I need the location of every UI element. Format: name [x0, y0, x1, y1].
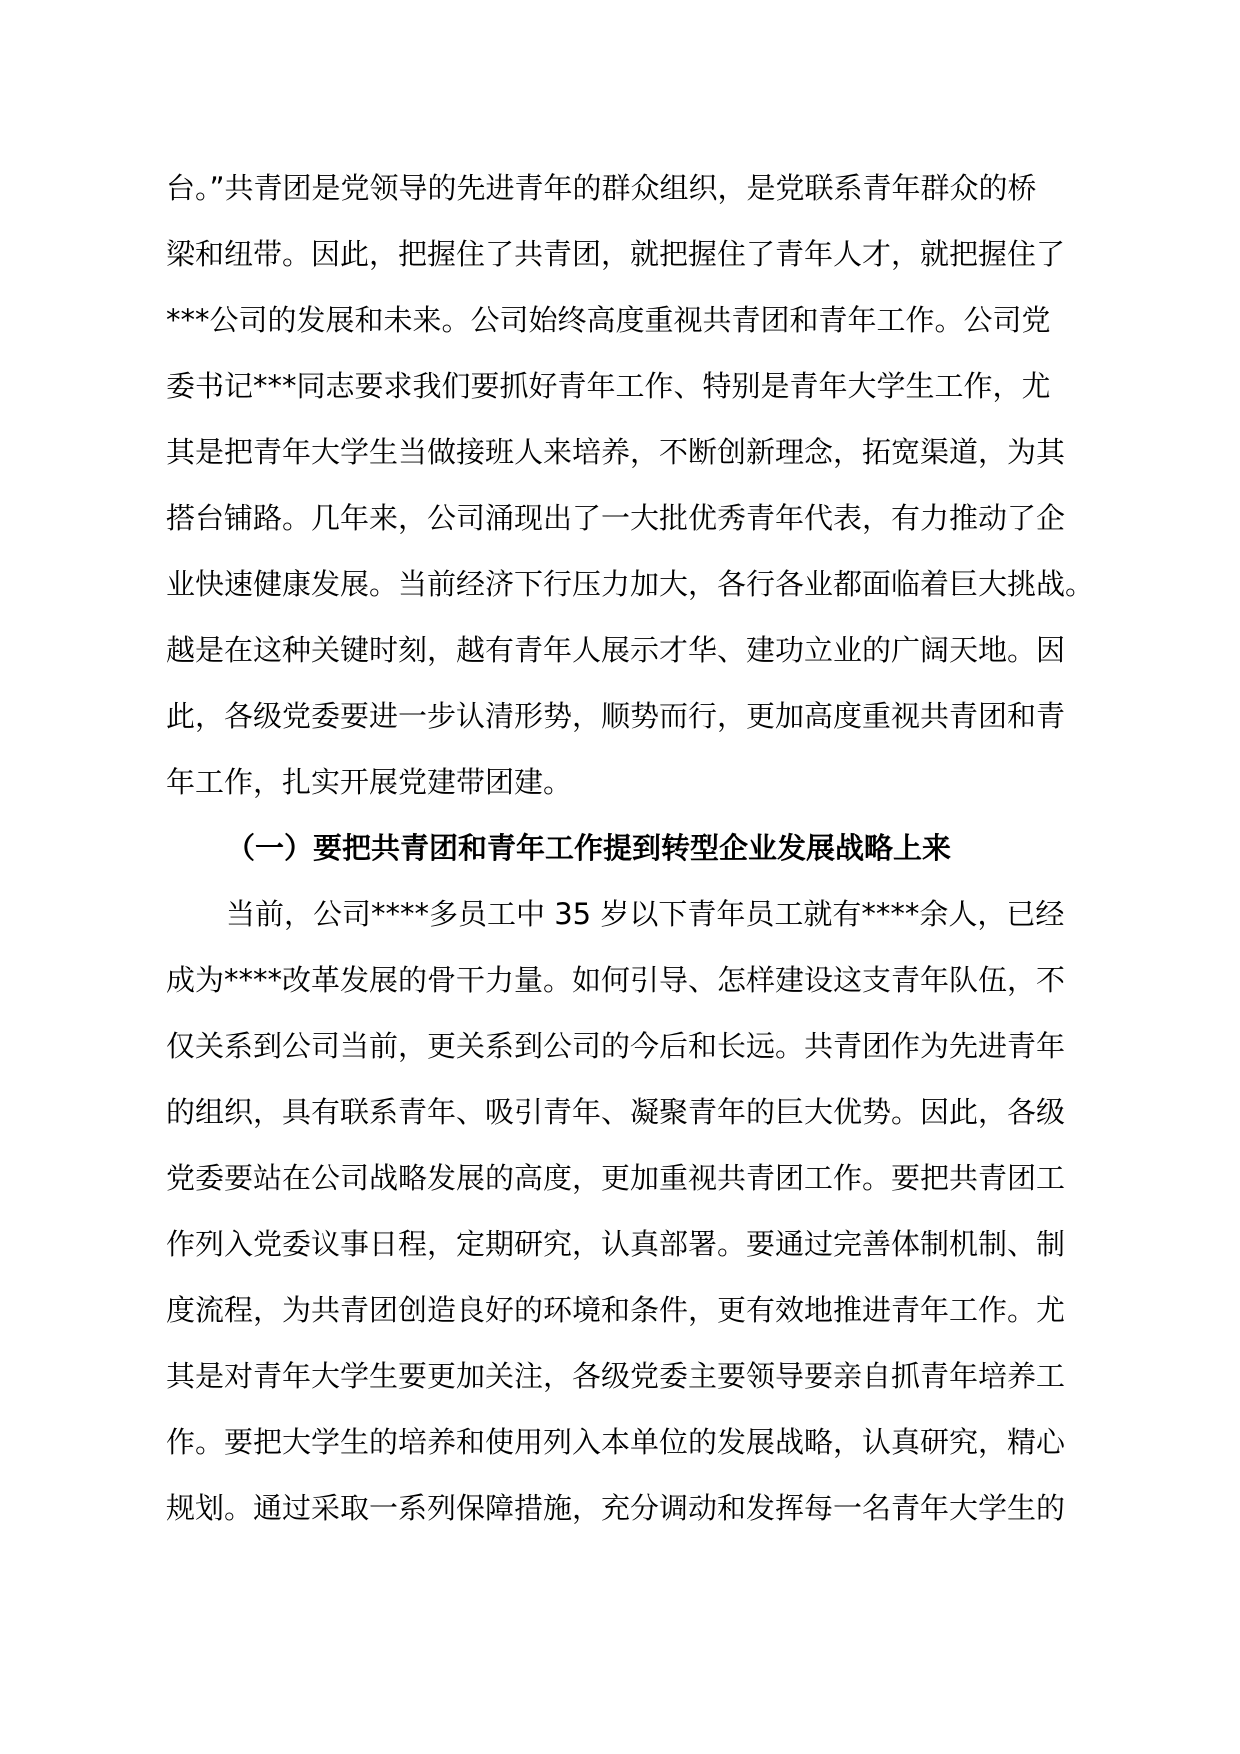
paragraph-line: 党委要站在公司战略发展的高度，更加重视共青团工作。要把共青团工	[166, 1161, 1066, 1195]
paragraph-line: 作列入党委议事日程，定期研究，认真部署。要通过完善体制机制、制	[166, 1227, 1066, 1261]
paragraph-line: 规划。通过采取一系列保障措施，充分调动和发挥每一名青年大学生的	[166, 1491, 1066, 1525]
paragraph-line: 成为****改革发展的骨干力量。如何引导、怎样建设这支青年队伍，不	[166, 963, 1066, 997]
section-heading: （一）要把共青团和青年工作提到转型企业发展战略上来	[226, 831, 952, 865]
paragraph-line: 其是把青年大学生当做接班人来培养，不断创新理念，拓宽渠道，为其	[166, 435, 1066, 469]
paragraph-line: 业快速健康发展。当前经济下行压力加大，各行各业都面临着巨大挑战。	[166, 567, 1095, 601]
paragraph-line: 度流程，为共青团创造良好的环境和条件，更有效地推进青年工作。尤	[166, 1293, 1066, 1327]
paragraph-line: 年工作，扎实开展党建带团建。	[166, 765, 573, 799]
paragraph-line: ***公司的发展和未来。公司始终高度重视共青团和青年工作。公司党	[166, 303, 1051, 337]
paragraph-line: 作。要把大学生的培养和使用列入本单位的发展战略，认真研究，精心	[166, 1425, 1066, 1459]
paragraph-line: 搭台铺路。几年来，公司涌现出了一大批优秀青年代表，有力推动了企	[166, 501, 1066, 535]
paragraph-line: 的组织，具有联系青年、吸引青年、凝聚青年的巨大优势。因此，各级	[166, 1095, 1066, 1129]
paragraph-line: 当前，公司****多员工中 35 岁以下青年员工就有****余人，已经	[226, 897, 1065, 931]
paragraph-line: 越是在这种关键时刻，越有青年人展示才华、建功立业的广阔天地。因	[166, 633, 1066, 667]
paragraph-line: 梁和纽带。因此，把握住了共青团，就把握住了青年人才，就把握住了	[166, 237, 1066, 271]
paragraph-line: 此，各级党委要进一步认清形势，顺势而行，更加高度重视共青团和青	[166, 699, 1066, 733]
paragraph-line: 仅关系到公司当前，更关系到公司的今后和长远。共青团作为先进青年	[166, 1029, 1066, 1063]
paragraph-line: 台。”共青团是党领导的先进青年的群众组织，是党联系青年群众的桥	[166, 171, 1037, 205]
paragraph-line: 委书记***同志要求我们要抓好青年工作、特别是青年大学生工作，尤	[166, 369, 1051, 403]
paragraph-line: 其是对青年大学生要更加关注，各级党委主要领导要亲自抓青年培养工	[166, 1359, 1066, 1393]
